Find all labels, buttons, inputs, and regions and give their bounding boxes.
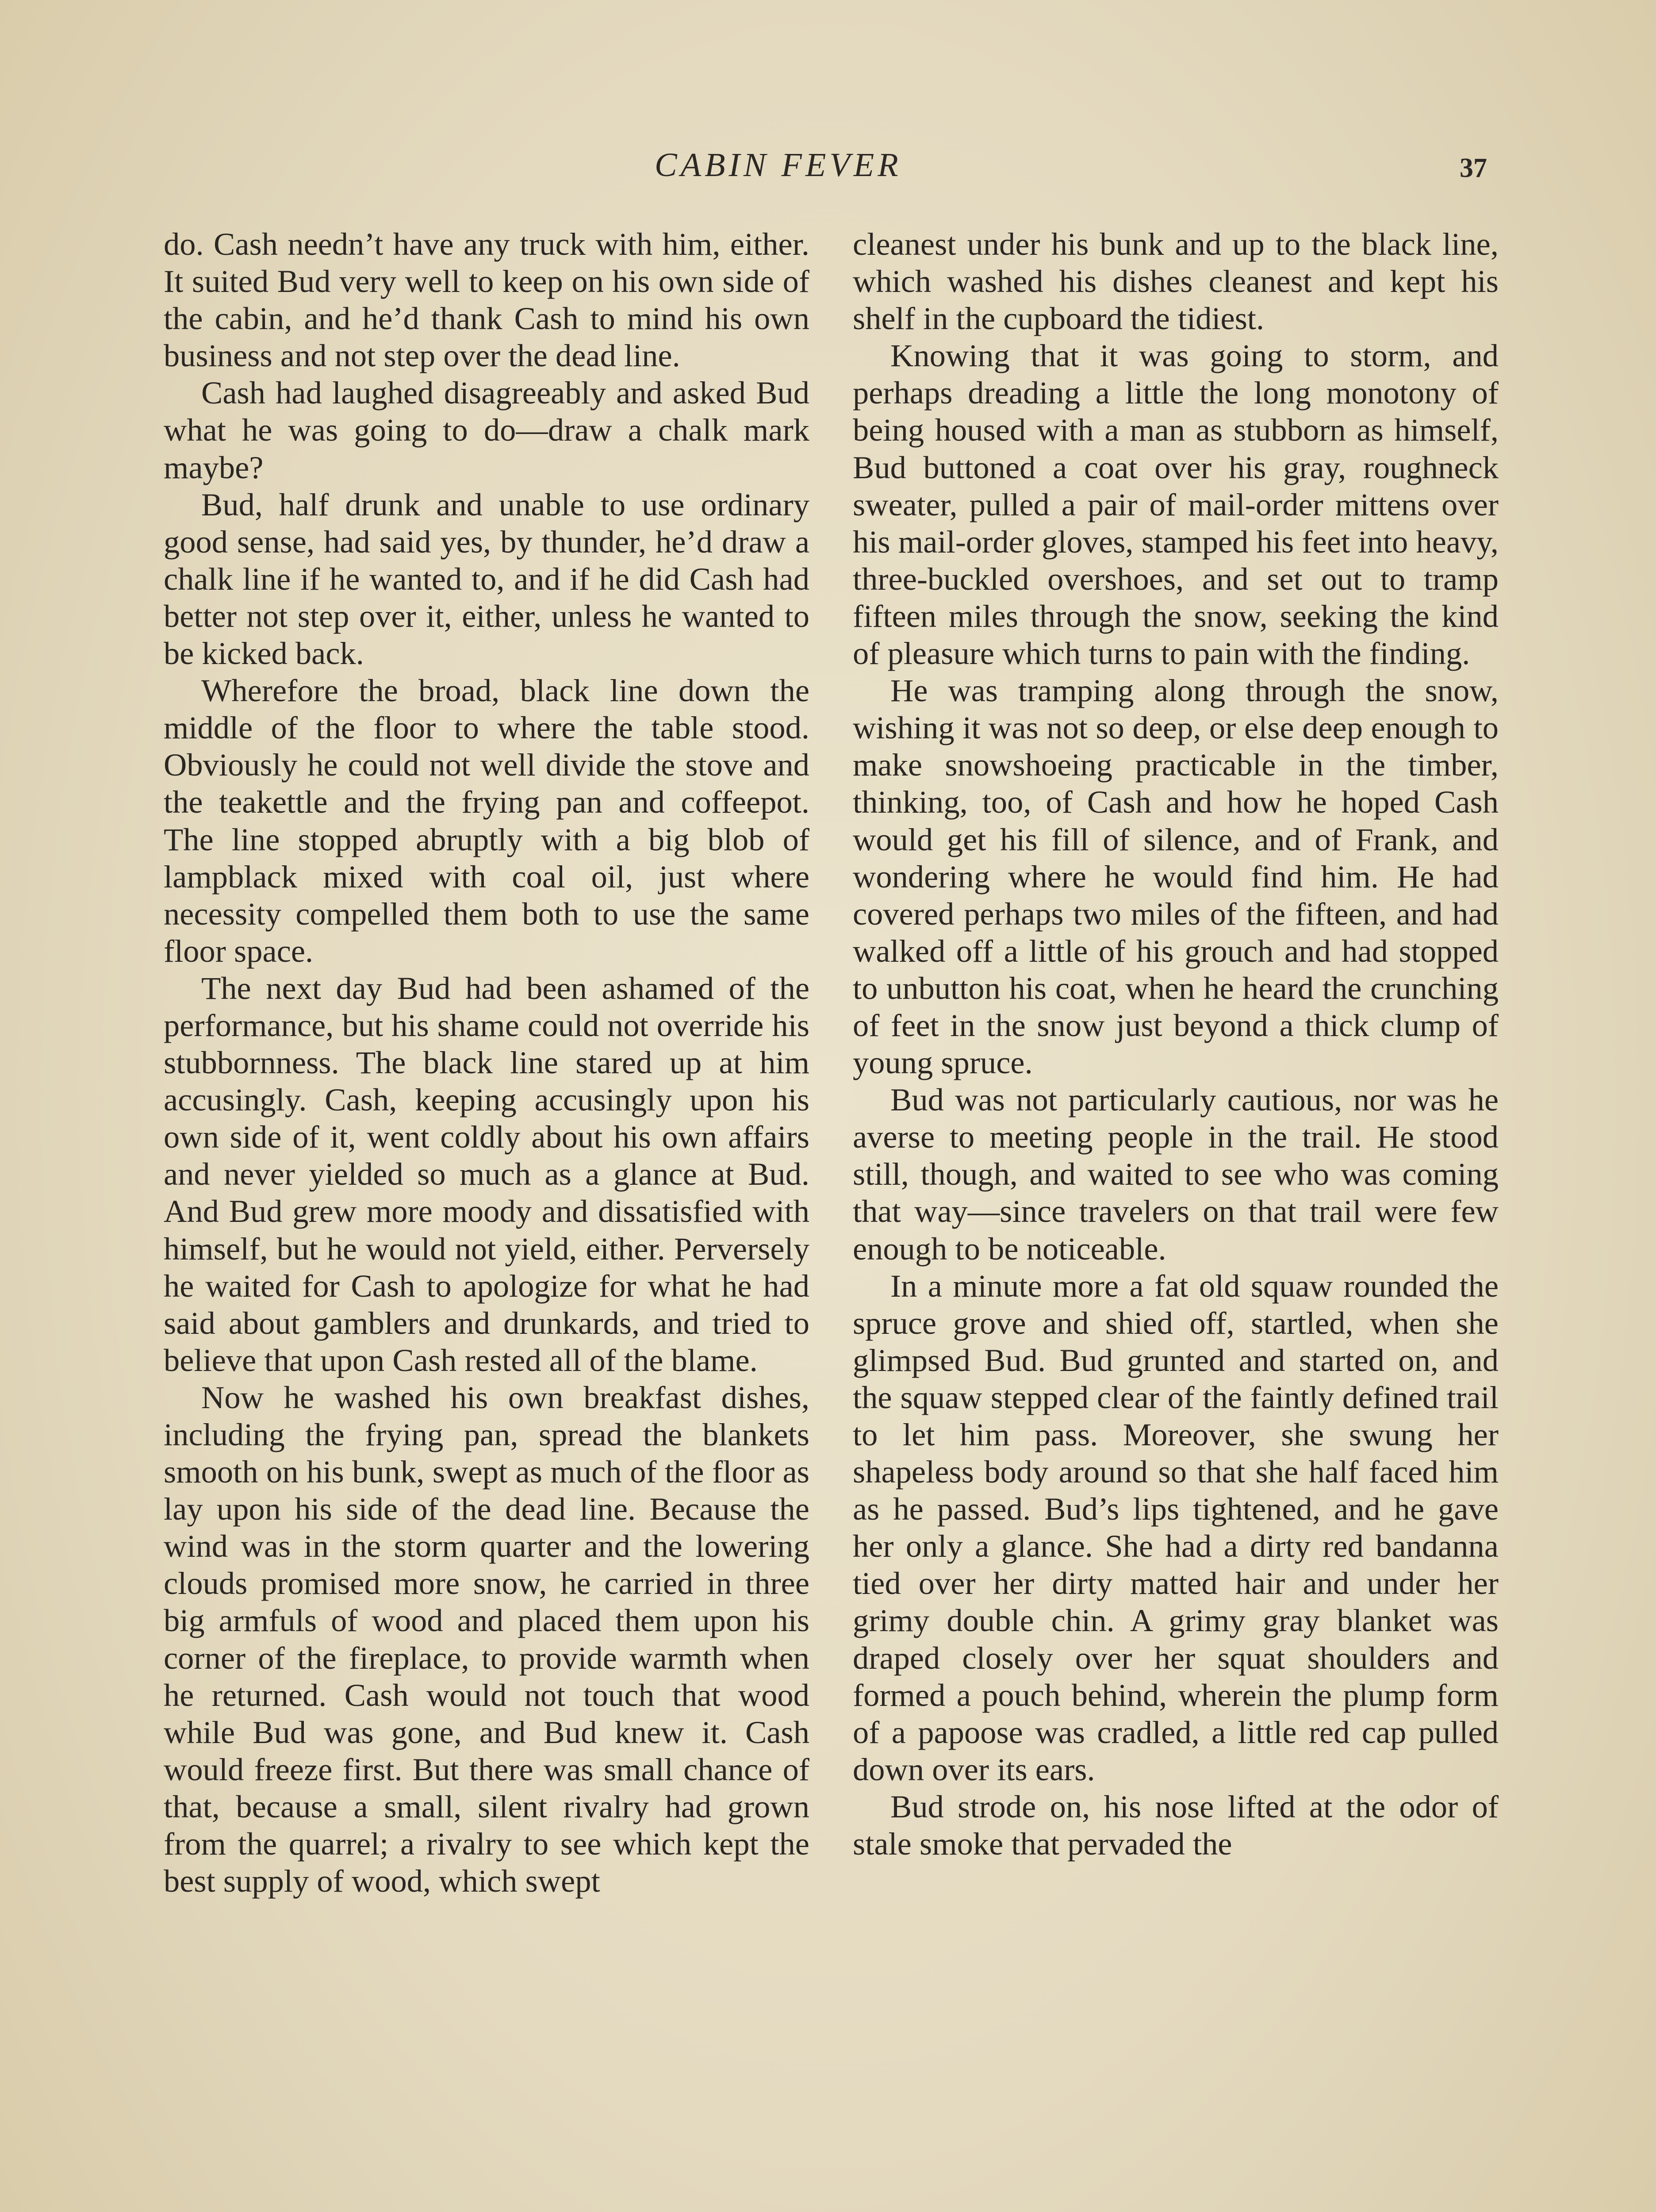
paragraph: cleanest under his bunk and up to the black line, which washed his dishes cleanest and kept his shelf in the cupboard the tidiest.	[853, 226, 1499, 337]
paragraph: He was tramping along through the snow, wishing it was not so deep, or else deep enough to make snowshoeing practicable in the timber, thinking, too, of Cash and how he hoped Cash would get his fill of silence, and of Frank, and wondering where he would find him. He had covered perhaps two miles of the fifteen, and had walked off a little of his grouch and had stopped to unbutton his coat, when he heard the crunching of feet in the snow just beyond a thick clump of young spruce.	[853, 672, 1499, 1081]
paragraph: Bud, half drunk and unable to use ordinary good sense, had said yes, by thunder, he’d draw a chalk line if he wanted to, and if he did Cash had better not step over it, either, unless he wanted to be kicked back.	[164, 486, 809, 672]
left-column	[164, 226, 809, 1900]
paragraph: The next day Bud had been ashamed of the performance, but his shame could not override his stubbornness. The black line stared up at him accusingly. Cash, keeping accusingly upon his own side of it, went coldly about his own affairs and never yielded so much as a glance at Bud. And Bud grew more moody and dissatisfied with himself, but he would not yield, either. Perversely he waited for Cash to apologize for what he had said about gamblers and drunkards, and tried to believe that upon Cash rested all of the blame.	[164, 970, 809, 1378]
paragraph: Cash had laughed disagreeably and asked Bud what he was going to do—draw a chalk mark maybe?	[164, 375, 809, 485]
right-column	[853, 226, 1499, 1863]
paragraph: Now he washed his own breakfast dishes, including the frying pan, spread the blankets smooth on his bunk, swept as much of the floor as lay upon his side of the dead line. Because the wind was in the storm quarter and the lowering clouds promised more snow, he carried in three big armfuls of wood and placed them upon his corner of the fireplace, to provide warmth when he returned. Cash would not touch that wood while Bud was gone, and Bud knew it. Cash would freeze first. But there was small chance of that, because a small, silent rivalry had grown from the quarrel; a rivalry to see which kept the best supply of wood, which swept	[164, 1379, 809, 1899]
paragraph: In a minute more a fat old squaw rounded the spruce grove and shied off, startled, when she glimpsed Bud. Bud grunted and started on, and the squaw stepped clear of the faintly defined trail to let him pass. Moreover, she swung her shapeless body around so that she half faced him as he passed. Bud’s lips tightened, and he gave her only a glance. She had a dirty red bandanna tied over her dirty matted hair and under her grimy double chin. A grimy gray blanket was draped closely over her squat shoulders and formed a pouch behind, wherein the plump form of a papoose was cradled, a little red cap pulled down over its ears.	[853, 1267, 1499, 1787]
paragraph: Bud was not particularly cautious, nor was he averse to meeting people in the trail. He stood still, though, and waited to see who was coming that way—since travelers on that trail were few enough to be noticeable.	[853, 1082, 1499, 1267]
paragraph: do. Cash needn’t have any truck with him, either. It suited Bud very well to keep on his own side of the cabin, and he’d thank Cash to mind his own business and not step over the dead line.	[164, 226, 809, 374]
page-number: 37	[1460, 153, 1487, 183]
paragraph: Bud strode on, his nose lifted at the odor of stale smoke that pervaded the	[853, 1788, 1499, 1862]
paragraph: Knowing that it was going to storm, and perhaps dreading a little the long monotony of being housed with a man as stubborn as himself, Bud buttoned a coat over his gray, roughneck sweater, pulled a pair of mail-order mittens over his mail-order gloves, stamped his feet into heavy, three-buckled overshoes, and set out to tramp fifteen miles through the snow, seeking the kind of pleasure which turns to pain with the finding.	[853, 338, 1499, 672]
paragraph: Wherefore the broad, black line down the middle of the floor to where the table stood. Obviously he could not well divide the stove and the teakettle and the frying pan and coffeepot. The line stopped abruptly with a big blob of lampblack mixed with coal oil, just where necessity compelled them both to use the same floor space.	[164, 672, 809, 969]
running-title: CABIN FEVER	[655, 146, 902, 184]
